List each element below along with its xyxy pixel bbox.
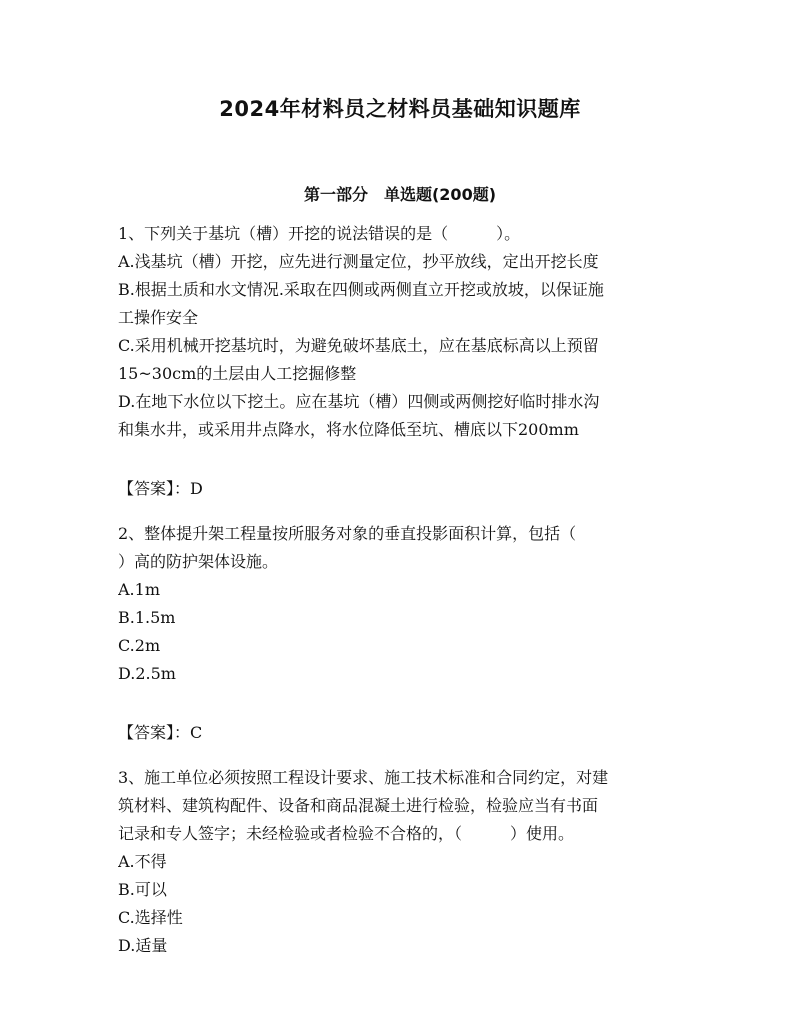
question-2-stem: 2、整体提升架工程量按所服务对象的垂直投影面积计算，包括（ (118, 524, 577, 543)
question-2 (118, 520, 678, 688)
question-1-option-a: A.浅基坑（槽）开挖，应先进行测量定位，抄平放线，定出开挖长度 (118, 252, 599, 271)
question-2-answer: 【答案】：C (118, 723, 203, 742)
question-2-option-d: D.2.5m (118, 664, 176, 683)
question-1 (118, 220, 678, 444)
question-2-stem-continued: ）高的防护架体设施。 (118, 552, 279, 571)
question-1-option-b: B.根据土质和水文情况.采取在四侧或两侧直立开挖或放坡，以保证施 (118, 280, 604, 299)
question-3-option-d: D.适量 (118, 936, 168, 955)
question-1-answer: 【答案】：D (118, 479, 203, 498)
question-2-option-c: C.2m (118, 636, 161, 655)
question-2-option-b: B.1.5m (118, 608, 176, 627)
question-3-stem: 3、施工单位必须按照工程设计要求、施工技术标准和合同约定，对建 (118, 768, 609, 787)
question-3-option-a: A.不得 (118, 852, 167, 871)
question-1-option-d: D.在地下水位以下挖土。应在基坑（槽）四侧或两侧挖好临时排水沟 (118, 392, 600, 411)
question-1-option-b-continued: 工操作安全 (118, 308, 199, 327)
question-3 (118, 764, 678, 960)
question-3-stem-continued: 筑材料、建筑构配件、设备和商品混凝土进行检验，检验应当有书面 (118, 796, 599, 815)
question-1-option-c: C.采用机械开挖基坑时，为避免破坏基底土，应在基底标高以上预留 (118, 336, 599, 355)
question-1-stem: 1、下列关于基坑（槽）开挖的说法错误的是（ ）。 (118, 224, 521, 243)
question-1-option-c-continued: 15~30cm的土层由人工挖掘修整 (118, 364, 357, 383)
question-3-stem-end: 记录和专人签字；未经检验或者检验不合格的，（ ）使用。 (118, 824, 575, 843)
section-title: 第一部分 单选题(200题) (303, 185, 497, 204)
document-title: 2024年材料员之材料员基础知识题库 (219, 97, 581, 121)
question-1-option-d-continued: 和集水井，或采用井点降水，将水位降低至坑、槽底以下200mm (118, 420, 579, 439)
question-list (118, 220, 678, 960)
question-3-option-b: B.可以 (118, 880, 167, 899)
question-3-option-c: C.选择性 (118, 908, 183, 927)
question-2-option-a: A.1m (118, 580, 160, 599)
